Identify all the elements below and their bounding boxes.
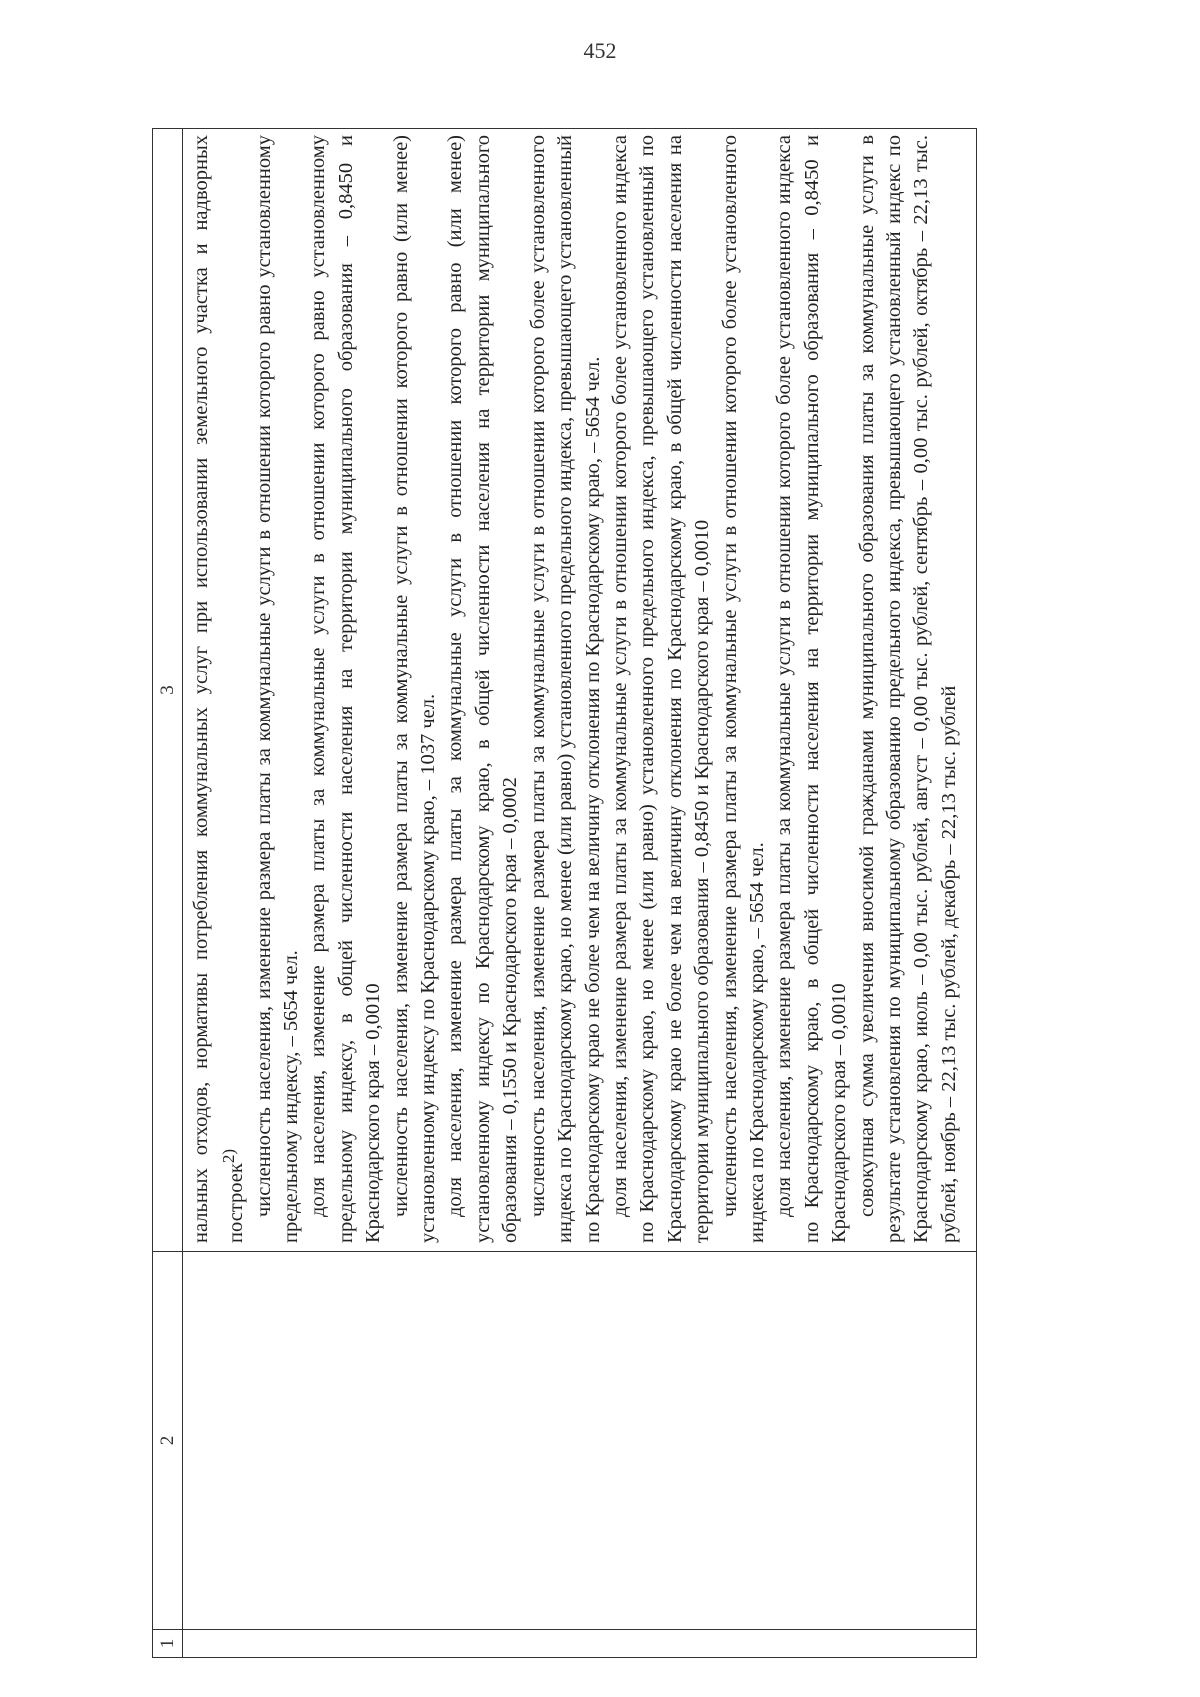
data-table bbox=[152, 128, 977, 1658]
column-header-3: 3 bbox=[156, 685, 178, 695]
paragraph-share-below-regional: доля населения, изменение размера платы за коммунальные услуги в отношении которого равно (или менее) установленному индексу по Краснодарскому краю, в общей численности населения на территории муниципального образования – 0,1550 и Краснодарского края – 0,0002 bbox=[444, 135, 522, 1243]
table-cell-col2 bbox=[183, 1251, 976, 1629]
table-row bbox=[183, 129, 976, 1657]
paragraph-population-above-regional: численность населения, изменение размера платы за коммунальные услуги в отношении которого более установленного индекса по Краснодарскому краю, – 5654 чел. bbox=[718, 135, 768, 1243]
table-cell-col3 bbox=[183, 129, 976, 1251]
paragraph-population-below-regional: численность населения, изменение размера платы за коммунальные услуги в отношении которого равно (или менее) установленному индексу по Краснодарскому краю, – 1037 чел. bbox=[389, 135, 440, 1243]
paragraph-share-equal-limit: доля населения, изменение размера платы за коммунальные услуги в отношении которого равно установленному предельному индексу, в общей численности населения на территории муниципального образования – 0,8450 и Краснодарского края – 0,0010 bbox=[307, 135, 385, 1243]
footnote-mark: 2) bbox=[219, 1148, 239, 1164]
paragraph-population-within-deviation: численность населения, изменение размера платы за коммунальные услуги в отношении которого более установленного индекса по Краснодарскому краю, но менее (или равно) установленного предельного индекса, превышающего установленный по Краснодарскому краю не более чем на величину отклонения по Краснодарскому краю, – 5654 чел. bbox=[526, 135, 604, 1243]
table-header-row bbox=[153, 129, 183, 1657]
paragraph-text: нальных отходов, нормативы потребления коммунальных услуг при использовании земельного участка и надворных построек bbox=[190, 135, 248, 1243]
paragraph-waste-norms bbox=[188, 135, 251, 1243]
paragraph-total-increase: совокупная сумма увеличения вносимой гражданами муниципального образования платы за коммунальные услуги в результате установления по муниципальному образованию предельного индекса, превышающего установленный индекс по Краснодарскому краю, июль – 0,00 тыс. рублей, август – 0,00 тыс. рублей, сентябрь – 0,00 тыс. рублей, октябрь – 22,13 тыс. рублей, ноябрь – 22,13 тыс. рублей, декабрь – 22,13 тыс. рублей bbox=[855, 135, 960, 1243]
table-cell-col1 bbox=[183, 1629, 976, 1657]
paragraph-share-above-regional: доля населения, изменение размера платы за коммунальные услуги в отношении которого более установленного индекса по Краснодарскому краю, в общей численности населения на территории муниципального образования – 0,8450 и Краснодарского края – 0,0010 bbox=[773, 135, 851, 1243]
column-header-2: 2 bbox=[153, 1251, 182, 1629]
page-number: 452 bbox=[583, 38, 617, 63]
paragraph-share-within-deviation: доля населения, изменение размера платы за коммунальные услуги в отношении которого более установленного индекса по Краснодарскому краю, но менее (или равно) установленного предельного индекса, превышающего установленный по Краснодарскому краю не более чем на величину отклонения по Краснодарскому краю, в общей численности населения на территории муниципального образования – 0,8450 и Краснодарского края – 0,0010 bbox=[608, 135, 714, 1243]
column-header-1: 1 bbox=[153, 1629, 182, 1657]
paragraph-population-equal-limit: численность населения, изменение размера платы за коммунальные услуги в отношении которого равно установленному предельному индексу, – 5654 чел. bbox=[252, 135, 303, 1243]
